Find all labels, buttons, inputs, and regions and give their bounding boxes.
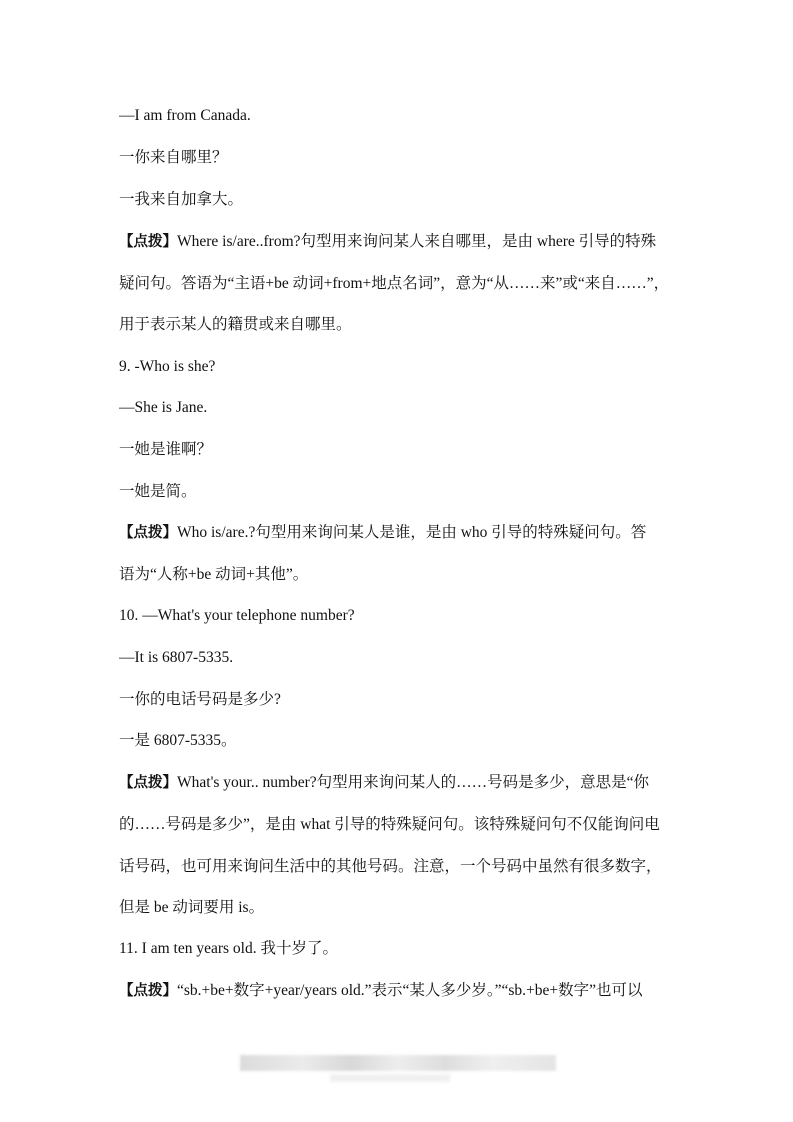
tip-text: “sb.+be+数字+year/years old.”表示“某人多少岁。”“sb.+be+数字”也可以 — [177, 982, 643, 999]
tip-label: 【点拨】 — [119, 525, 177, 541]
tip-label: 【点拨】 — [119, 983, 177, 999]
tip-paragraph-line: 的……号码是多少”，是由 what 引导的特殊疑问句。该特殊疑问句不仅能询问电 — [119, 816, 660, 833]
translation-line: 一我来自加拿大。 — [119, 191, 244, 208]
blurred-watermark-sub — [330, 1074, 450, 1082]
tip-text: Where is/are..from?句型用来询问某人来自哪里，是由 where 引导的特殊 — [177, 233, 657, 250]
question-number-line: 10. —What's your telephone number? — [119, 607, 355, 624]
tip-text: Who is/are.?句型用来询问某人是谁，是由 who 引导的特殊疑问句。答 — [177, 524, 647, 541]
tip-paragraph-line: 话号码，也可用来询问生活中的其他号码。注意，一个号码中虽然有很多数字， — [119, 858, 662, 875]
translation-line: 一你来自哪里？ — [119, 149, 228, 166]
translation-line: 一是 6807-5335。 — [119, 732, 237, 749]
tip-paragraph-line: 用于表示某人的籍贯或来自哪里。 — [119, 316, 352, 333]
tip-paragraph-line — [119, 232, 679, 252]
tip-text: What's your.. number?句型用来询问某人的……号码是多少，意思是“你 — [177, 774, 650, 791]
tip-paragraph-line — [119, 773, 679, 793]
dialogue-line: —It is 6807-5335. — [119, 649, 234, 666]
tip-paragraph-line — [119, 981, 679, 1001]
blurred-watermark — [240, 1055, 556, 1071]
question-number-line: 9. -Who is she? — [119, 358, 216, 375]
translation-line: 一她是谁啊？ — [119, 441, 213, 458]
tip-label: 【点拨】 — [119, 775, 177, 791]
question-number-line: 11. I am ten years old. 我十岁了。 — [119, 940, 338, 957]
dialogue-line: —She is Jane. — [119, 399, 208, 416]
tip-paragraph-line — [119, 523, 679, 543]
translation-line: 一她是简。 — [119, 483, 197, 500]
tip-paragraph-line: 语为“人称+be 动词+其他”。 — [119, 566, 309, 583]
tip-paragraph-line: 但是 be 动词要用 is。 — [119, 899, 265, 916]
dialogue-line: —I am from Canada. — [119, 107, 251, 124]
tip-label: 【点拨】 — [119, 234, 177, 250]
translation-line: 一你的电话号码是多少? — [119, 691, 281, 708]
tip-paragraph-line: 疑问句。答语为“主语+be 动词+from+地点名词”，意为“从……来”或“来自……”， — [119, 275, 670, 292]
